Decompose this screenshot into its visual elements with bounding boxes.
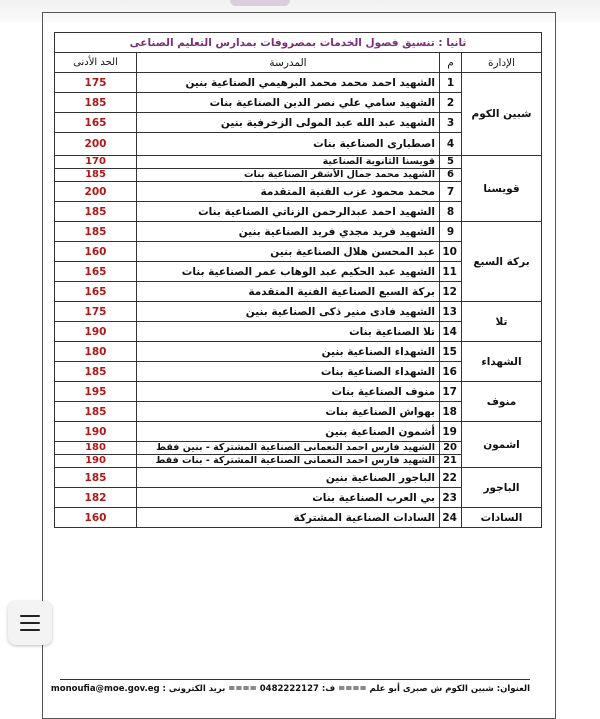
row-number: 21 <box>440 455 462 468</box>
table-row <box>55 73 542 93</box>
row-number: 22 <box>440 468 462 488</box>
min-score: 160 <box>55 242 137 262</box>
school-name: الشهيد احمد محمد محمد البرهيمي الصناعية بنين <box>137 73 440 93</box>
row-number: 19 <box>440 422 462 442</box>
school-name: الشهداء الصناعية بنات <box>137 362 440 382</box>
table-header-row <box>55 53 542 73</box>
min-score: 190 <box>55 322 137 342</box>
school-name: الشهداء الصناعية بنين <box>137 342 440 362</box>
row-number: 9 <box>440 222 462 242</box>
admin-cell: بركة السبع <box>462 222 542 302</box>
row-number: 14 <box>440 322 462 342</box>
row-number: 24 <box>440 508 462 528</box>
table-row <box>55 222 542 242</box>
admin-cell: السادات <box>462 508 542 528</box>
table-row <box>55 422 542 442</box>
min-score: 180 <box>55 442 137 455</box>
table-title-row <box>55 33 542 53</box>
table-row <box>55 156 542 169</box>
min-score: 160 <box>55 508 137 528</box>
school-name: الشهيد فارس احمد النعمانى الصناعية المشتركة - بنين فقط <box>137 442 440 455</box>
schools-table <box>54 32 542 528</box>
school-name: الشهيد احمد عبدالرحمن الزناتي الصناعية بنات <box>137 202 440 222</box>
school-name: الشهيد فارس احمد النعمانى الصناعية المشتركة - بنات فقط <box>137 455 440 468</box>
min-score: 185 <box>55 402 137 422</box>
admin-cell: الشهداء <box>462 342 542 382</box>
table-row <box>55 342 542 362</box>
hamburger-menu-icon[interactable] <box>8 601 52 645</box>
min-score: 185 <box>55 93 137 113</box>
section-title: ثانيا : تنسيق فصول الخدمات بمصروفات بمدارس التعليم الصناعى <box>55 33 542 53</box>
row-number: 12 <box>440 282 462 302</box>
row-number: 15 <box>440 342 462 362</box>
school-name: تلا الصناعية بنات <box>137 322 440 342</box>
table-row <box>55 382 542 402</box>
row-number: 23 <box>440 488 462 508</box>
min-score: 165 <box>55 282 137 302</box>
admin-cell: قويسنا <box>462 156 542 222</box>
min-score: 185 <box>55 222 137 242</box>
row-number: 2 <box>440 93 462 113</box>
row-number: 17 <box>440 382 462 402</box>
school-name: عبد المحسن هلال الصناعية بنين <box>137 242 440 262</box>
row-number: 8 <box>440 202 462 222</box>
min-score: 165 <box>55 113 137 133</box>
decorative-mark <box>230 0 290 6</box>
school-name: السادات الصناعية المشتركة <box>137 508 440 528</box>
admin-cell: شبين الكوم <box>462 73 542 156</box>
school-name: الشهيد محمد جمال الأشقر الصناعية بنات <box>137 169 440 182</box>
school-name: الشهيد سامي علي نصر الدين الصناعية بنات <box>137 93 440 113</box>
min-score: 170 <box>55 156 137 169</box>
min-score: 195 <box>55 382 137 402</box>
row-number: 10 <box>440 242 462 262</box>
school-name: الشهيد فادى منير ذكى الصناعية بنين <box>137 302 440 322</box>
min-score: 165 <box>55 262 137 282</box>
footer-contact: العنوان: شبين الكوم ش صبرى أبو علم ==== ف: 0482222127 ==== بريد الكترونى : monoufia@moe.gov.eg <box>60 679 530 694</box>
school-name: الباجور الصناعية بنين <box>137 468 440 488</box>
row-number: 6 <box>440 169 462 182</box>
row-number: 20 <box>440 442 462 455</box>
min-score: 185 <box>55 468 137 488</box>
min-score: 180 <box>55 342 137 362</box>
admin-cell: الباجور <box>462 468 542 508</box>
min-score: 185 <box>55 169 137 182</box>
school-name: بركة السبع الصناعية الفنية المتقدمة <box>137 282 440 302</box>
row-number: 18 <box>440 402 462 422</box>
row-number: 5 <box>440 156 462 169</box>
school-name: الشهيد فريد مجدي فريد الصناعية بنين <box>137 222 440 242</box>
school-name: أشمون الصناعية بنين <box>137 422 440 442</box>
admin-cell: تلا <box>462 302 542 342</box>
school-name: الشهيد عبد الله عبد المولى الزخرفية بنين <box>137 113 440 133</box>
header-admin: الإدارة <box>462 53 542 73</box>
row-number: 11 <box>440 262 462 282</box>
school-name: بهواش الصناعية بنات <box>137 402 440 422</box>
min-score: 185 <box>55 202 137 222</box>
table-row <box>55 508 542 528</box>
school-name: بي العرب الصناعية بنات <box>137 488 440 508</box>
row-number: 4 <box>440 133 462 156</box>
min-score: 175 <box>55 302 137 322</box>
admin-cell: منوف <box>462 382 542 422</box>
row-number: 13 <box>440 302 462 322</box>
row-number: 1 <box>440 73 462 93</box>
header-school: المدرسة <box>137 53 440 73</box>
min-score: 185 <box>55 362 137 382</box>
school-name: منوف الصناعية بنات <box>137 382 440 402</box>
header-min: الحد الأدنى <box>55 53 137 73</box>
school-name: محمد محمود عزب الفنية المتقدمة <box>137 182 440 202</box>
table-row <box>55 302 542 322</box>
min-score: 200 <box>55 182 137 202</box>
row-number: 7 <box>440 182 462 202</box>
school-name: الشهيد عبد الحكيم عبد الوهاب عمر الصناعية بنات <box>137 262 440 282</box>
min-score: 200 <box>55 133 137 156</box>
row-number: 3 <box>440 113 462 133</box>
header-num: م <box>440 53 462 73</box>
min-score: 190 <box>55 422 137 442</box>
min-score: 190 <box>55 455 137 468</box>
admin-cell: اشمون <box>462 422 542 468</box>
school-name: اصطبارى الصناعية بنات <box>137 133 440 156</box>
school-name: قويسنا الثانوية الصناعية <box>137 156 440 169</box>
table-row <box>55 468 542 488</box>
min-score: 175 <box>55 73 137 93</box>
min-score: 182 <box>55 488 137 508</box>
row-number: 16 <box>440 362 462 382</box>
